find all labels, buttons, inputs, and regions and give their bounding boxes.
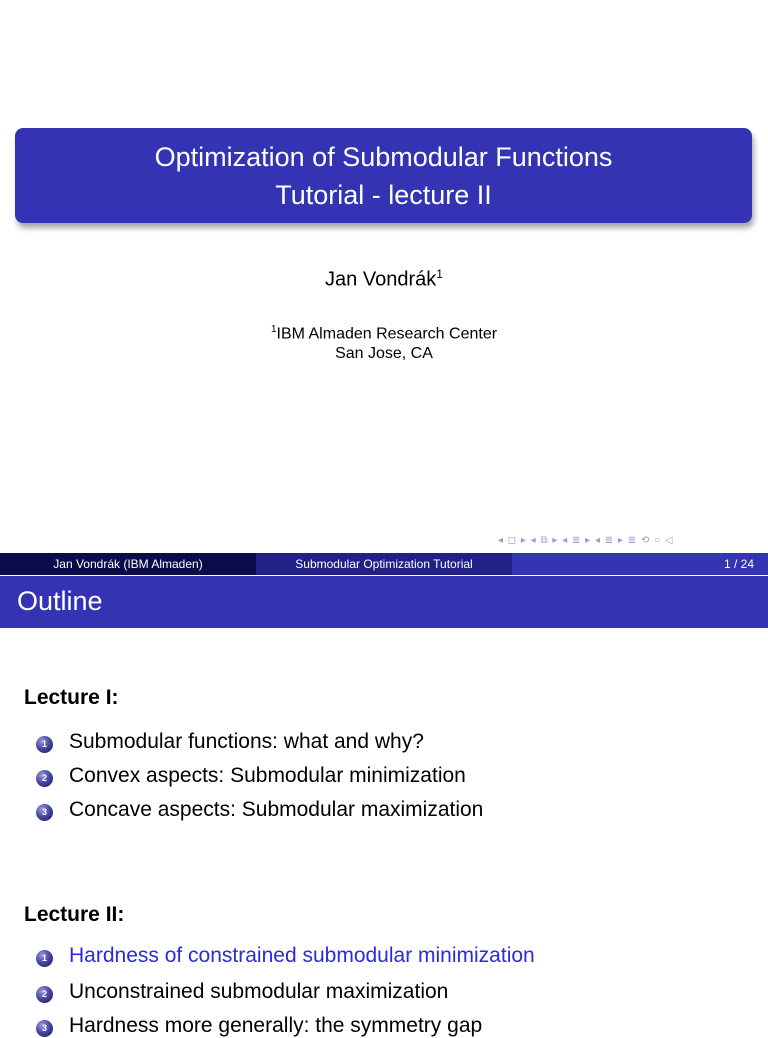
numbered-bullet-icon: 1 xyxy=(36,950,53,967)
outline-slide xyxy=(0,576,768,1037)
list-item-text: Submodular functions: what and why? xyxy=(69,730,424,753)
list-item-text: Concave aspects: Submodular maximization xyxy=(69,798,484,821)
author-name xyxy=(0,267,768,292)
beamer-navigation-icons[interactable]: ◂ ◻ ▸ ◂ ⧉ ▸ ◂ ≣ ▸ ◂ ≣ ▸ ≣ ⟲ ○ ◁ xyxy=(498,535,674,546)
institution-text: IBM Almaden Research Center xyxy=(276,325,498,343)
author-superscript: 1 xyxy=(436,267,443,281)
list-item-text: Convex aspects: Submodular minimization xyxy=(69,764,466,787)
frame-title-bar xyxy=(0,576,768,628)
footer-page-number xyxy=(512,553,768,575)
numbered-bullet-icon: 2 xyxy=(36,770,53,787)
list-item-text: Unconstrained submodular maximization xyxy=(69,980,449,1003)
slide-title: Optimization of Submodular Functions xyxy=(154,142,613,172)
numbered-bullet-icon: 3 xyxy=(36,1020,53,1037)
section-heading-lecture-1: Lecture I: xyxy=(24,686,119,709)
institution xyxy=(0,324,768,343)
author-text: Jan Vondrák xyxy=(325,268,437,291)
list-item-text[interactable]: Hardness of constrained submodular minimization xyxy=(69,944,535,967)
numbered-bullet-icon: 3 xyxy=(36,804,53,821)
page-number-text: 1 / 24 xyxy=(723,557,754,571)
frame-title: Outline xyxy=(17,586,103,616)
title-box xyxy=(15,128,752,223)
slide-footer xyxy=(0,553,768,575)
institution-superscript: 1 xyxy=(270,324,277,335)
numbered-bullet-icon: 2 xyxy=(36,986,53,1003)
slide-subtitle: Tutorial - lecture II xyxy=(275,180,492,210)
numbered-bullet-icon: 1 xyxy=(36,736,53,753)
footer-author: Jan Vondrák (IBM Almaden) xyxy=(0,553,256,575)
section-heading-lecture-2: Lecture II: xyxy=(24,903,125,926)
footer-title: Submodular Optimization Tutorial xyxy=(256,553,512,575)
list-item-text: Hardness more generally: the symmetry gap xyxy=(69,1014,483,1037)
location: San Jose, CA xyxy=(335,345,433,362)
